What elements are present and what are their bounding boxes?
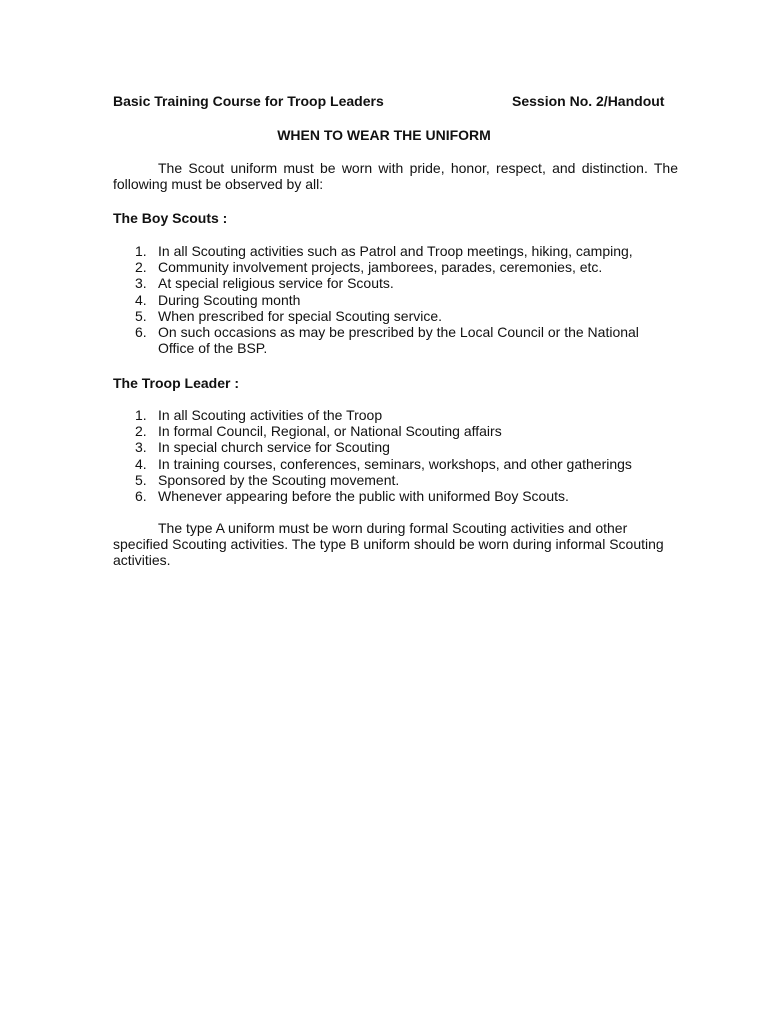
- list-item-number: 2.: [135, 259, 147, 276]
- list-item-number: 5.: [135, 471, 147, 488]
- list-item: [113, 488, 679, 504]
- boy-scouts-list: [113, 243, 679, 356]
- list-item-text: Whenever appearing before the public with uniformed Boy Scouts.: [158, 488, 569, 505]
- list-item-number: 2.: [135, 423, 147, 440]
- list-item: [113, 275, 679, 291]
- list-item-number: 1.: [135, 243, 147, 259]
- troop-leader-list: [113, 407, 679, 504]
- closing-paragraph: The type A uniform must be worn during formal Scouting activities and other specified Scouting activities. The type B uniform should be worn during informal Scouting activities.: [113, 520, 664, 569]
- list-item-number: 4.: [135, 291, 147, 308]
- intro-paragraph: The Scout uniform must be worn with pride, honor, respect, and distinction. The following must be observed by all:: [113, 160, 678, 193]
- boy-scouts-heading: The Boy Scouts :: [113, 210, 228, 226]
- list-item-number: 6.: [135, 324, 147, 341]
- list-item-number: 4.: [135, 455, 147, 472]
- list-item: [113, 259, 679, 275]
- list-item-number: 6.: [135, 488, 147, 505]
- list-item-text: In all Scouting activities of the Troop: [158, 407, 383, 423]
- page-title: WHEN TO WEAR THE UNIFORM: [277, 127, 491, 143]
- list-item-text: Sponsored by the Scouting movement.: [158, 471, 400, 488]
- list-item-text: In formal Council, Regional, or National Scouting affairs: [158, 423, 502, 440]
- troop-leader-heading: The Troop Leader :: [113, 375, 240, 391]
- list-item: [113, 423, 679, 439]
- list-item: [113, 407, 679, 423]
- list-item-number: 5.: [135, 307, 147, 324]
- list-item: [113, 308, 679, 324]
- list-item: [113, 456, 679, 472]
- list-item-text: When prescribed for special Scouting service.: [158, 307, 443, 324]
- list-item: [113, 243, 679, 259]
- list-item: [113, 292, 679, 308]
- list-item-text: During Scouting month: [158, 291, 301, 308]
- list-item-text: In special church service for Scouting: [158, 439, 390, 456]
- list-item-number: 3.: [135, 275, 147, 292]
- session-label: Session No. 2/Handout: [512, 93, 665, 109]
- list-item: [113, 324, 679, 356]
- course-title: Basic Training Course for Troop Leaders: [113, 93, 384, 109]
- list-item: [113, 472, 679, 488]
- list-item-text: At special religious service for Scouts.: [158, 275, 394, 292]
- list-item-text: Community involvement projects, jamborees, parades, ceremonies, etc.: [158, 259, 603, 276]
- list-item: [113, 439, 679, 455]
- list-item-text: On such occasions as may be prescribed by the Local Council or the National Office of the BSP.: [158, 324, 639, 357]
- list-item-number: 1.: [135, 407, 147, 423]
- list-item-number: 3.: [135, 439, 147, 456]
- list-item-text: In all Scouting activities such as Patrol and Troop meetings, hiking, camping,: [158, 243, 633, 259]
- list-item-text: In training courses, conferences, seminars, workshops, and other gatherings: [158, 455, 632, 472]
